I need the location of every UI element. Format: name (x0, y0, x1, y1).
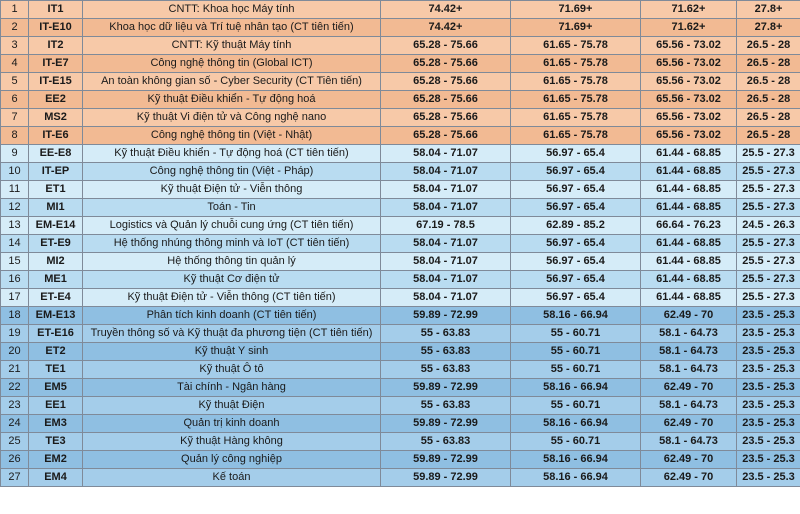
row-number-cell: 19 (1, 325, 29, 343)
score-cell-2: 71.69+ (511, 19, 641, 37)
score-cell-2: 56.97 - 65.4 (511, 235, 641, 253)
score-cell-4: 25.5 - 27.3 (737, 289, 800, 307)
table-row (1, 469, 800, 487)
score-cell-3: 62.49 - 70 (641, 379, 737, 397)
score-cell-2: 55 - 60.71 (511, 397, 641, 415)
score-cell-1: 58.04 - 71.07 (381, 253, 511, 271)
row-number-cell: 2 (1, 19, 29, 37)
score-cell-4: 24.5 - 26.3 (737, 217, 800, 235)
program-code-cell: EM5 (29, 379, 83, 397)
score-cell-3: 58.1 - 64.73 (641, 343, 737, 361)
score-cell-1: 65.28 - 75.66 (381, 55, 511, 73)
score-cell-4: 23.5 - 25.3 (737, 433, 800, 451)
score-cell-2: 56.97 - 65.4 (511, 145, 641, 163)
row-number-cell: 21 (1, 361, 29, 379)
program-name-cell: An toàn không gian số - Cyber Security (CT Tiên tiến) (83, 73, 381, 91)
program-name-cell: CNTT: Kỹ thuật Máy tính (83, 37, 381, 55)
table-row (1, 379, 800, 397)
row-number-cell: 22 (1, 379, 29, 397)
table-row (1, 343, 800, 361)
program-code-cell: IT-E7 (29, 55, 83, 73)
score-cell-1: 55 - 63.83 (381, 397, 511, 415)
row-number-cell: 14 (1, 235, 29, 253)
score-cell-3: 58.1 - 64.73 (641, 397, 737, 415)
score-cell-3: 58.1 - 64.73 (641, 433, 737, 451)
score-cell-4: 25.5 - 27.3 (737, 235, 800, 253)
program-code-cell: ET-E9 (29, 235, 83, 253)
row-number-cell: 1 (1, 1, 29, 19)
program-code-cell: ET2 (29, 343, 83, 361)
program-name-cell: Phân tích kinh doanh (CT tiên tiến) (83, 307, 381, 325)
score-cell-3: 58.1 - 64.73 (641, 325, 737, 343)
score-cell-1: 58.04 - 71.07 (381, 289, 511, 307)
program-code-cell: TE1 (29, 361, 83, 379)
score-cell-2: 61.65 - 75.78 (511, 109, 641, 127)
table-row (1, 235, 800, 253)
score-cell-3: 61.44 - 68.85 (641, 181, 737, 199)
score-cell-3: 65.56 - 73.02 (641, 37, 737, 55)
score-cell-4: 25.5 - 27.3 (737, 145, 800, 163)
score-cell-1: 65.28 - 75.66 (381, 37, 511, 55)
score-cell-4: 26.5 - 28 (737, 55, 800, 73)
program-code-cell: ET1 (29, 181, 83, 199)
score-cell-4: 26.5 - 28 (737, 109, 800, 127)
program-code-cell: IT-EP (29, 163, 83, 181)
score-cell-4: 25.5 - 27.3 (737, 181, 800, 199)
table-row (1, 145, 800, 163)
program-name-cell: Khoa học dữ liệu và Trí tuệ nhân tạo (CT tiên tiến) (83, 19, 381, 37)
table-row (1, 397, 800, 415)
row-number-cell: 5 (1, 73, 29, 91)
row-number-cell: 8 (1, 127, 29, 145)
score-cell-2: 61.65 - 75.78 (511, 73, 641, 91)
row-number-cell: 24 (1, 415, 29, 433)
program-name-cell: Quản lý công nghiệp (83, 451, 381, 469)
score-cell-4: 25.5 - 27.3 (737, 199, 800, 217)
score-cell-2: 58.16 - 66.94 (511, 415, 641, 433)
program-name-cell: Kỹ thuật Cơ điện tử (83, 271, 381, 289)
table-row (1, 289, 800, 307)
score-cell-2: 58.16 - 66.94 (511, 469, 641, 487)
table-row (1, 361, 800, 379)
score-cell-1: 65.28 - 75.66 (381, 109, 511, 127)
row-number-cell: 4 (1, 55, 29, 73)
program-code-cell: EE-E8 (29, 145, 83, 163)
score-cell-3: 71.62+ (641, 1, 737, 19)
score-cell-1: 58.04 - 71.07 (381, 235, 511, 253)
score-cell-4: 23.5 - 25.3 (737, 325, 800, 343)
score-cell-2: 61.65 - 75.78 (511, 91, 641, 109)
row-number-cell: 12 (1, 199, 29, 217)
program-code-cell: MI1 (29, 199, 83, 217)
program-code-cell: ET-E16 (29, 325, 83, 343)
score-cell-4: 27.8+ (737, 19, 800, 37)
score-cell-1: 58.04 - 71.07 (381, 199, 511, 217)
score-cell-1: 65.28 - 75.66 (381, 91, 511, 109)
program-name-cell: Công nghệ thông tin (Việt - Pháp) (83, 163, 381, 181)
row-number-cell: 23 (1, 397, 29, 415)
score-cell-3: 61.44 - 68.85 (641, 271, 737, 289)
table-row (1, 433, 800, 451)
score-cell-1: 55 - 63.83 (381, 325, 511, 343)
row-number-cell: 7 (1, 109, 29, 127)
program-code-cell: EM4 (29, 469, 83, 487)
score-cell-3: 61.44 - 68.85 (641, 289, 737, 307)
row-number-cell: 25 (1, 433, 29, 451)
score-cell-3: 71.62+ (641, 19, 737, 37)
score-cell-1: 58.04 - 71.07 (381, 145, 511, 163)
score-cell-2: 61.65 - 75.78 (511, 55, 641, 73)
score-cell-2: 58.16 - 66.94 (511, 307, 641, 325)
score-cell-1: 55 - 63.83 (381, 361, 511, 379)
program-name-cell: Kỹ thuật Điều khiển - Tự động hoá (CT tiên tiến) (83, 145, 381, 163)
program-name-cell: Toán - Tin (83, 199, 381, 217)
score-cell-1: 58.04 - 71.07 (381, 163, 511, 181)
score-cell-4: 25.5 - 27.3 (737, 271, 800, 289)
program-code-cell: EM-E13 (29, 307, 83, 325)
score-cell-2: 55 - 60.71 (511, 361, 641, 379)
row-number-cell: 9 (1, 145, 29, 163)
program-name-cell: CNTT: Khoa học Máy tính (83, 1, 381, 19)
row-number-cell: 15 (1, 253, 29, 271)
score-cell-1: 59.89 - 72.99 (381, 307, 511, 325)
table-row (1, 1, 800, 19)
score-cell-3: 65.56 - 73.02 (641, 109, 737, 127)
table-row (1, 253, 800, 271)
score-cell-2: 56.97 - 65.4 (511, 271, 641, 289)
program-code-cell: EE1 (29, 397, 83, 415)
program-name-cell: Tài chính - Ngân hàng (83, 379, 381, 397)
score-cell-1: 59.89 - 72.99 (381, 451, 511, 469)
score-cell-3: 65.56 - 73.02 (641, 73, 737, 91)
row-number-cell: 18 (1, 307, 29, 325)
score-cell-3: 62.49 - 70 (641, 451, 737, 469)
program-name-cell: Hệ thống nhúng thông minh và IoT (CT tiên tiến) (83, 235, 381, 253)
score-cell-1: 59.89 - 72.99 (381, 415, 511, 433)
score-cell-3: 62.49 - 70 (641, 307, 737, 325)
table-row (1, 307, 800, 325)
score-cell-2: 55 - 60.71 (511, 433, 641, 451)
score-cell-3: 62.49 - 70 (641, 415, 737, 433)
score-cell-2: 61.65 - 75.78 (511, 37, 641, 55)
score-cell-4: 25.5 - 27.3 (737, 253, 800, 271)
program-name-cell: Hệ thống thông tin quản lý (83, 253, 381, 271)
row-number-cell: 6 (1, 91, 29, 109)
score-cell-1: 55 - 63.83 (381, 433, 511, 451)
score-cell-2: 62.89 - 85.2 (511, 217, 641, 235)
program-name-cell: Công nghệ thông tin (Global ICT) (83, 55, 381, 73)
score-cell-3: 61.44 - 68.85 (641, 235, 737, 253)
score-cell-4: 23.5 - 25.3 (737, 469, 800, 487)
program-name-cell: Kỹ thuật Điện (83, 397, 381, 415)
score-cell-1: 65.28 - 75.66 (381, 127, 511, 145)
score-cell-1: 59.89 - 72.99 (381, 469, 511, 487)
row-number-cell: 13 (1, 217, 29, 235)
score-cell-4: 26.5 - 28 (737, 73, 800, 91)
program-name-cell: Kỹ thuật Điện tử - Viễn thông (CT tiên tiến) (83, 289, 381, 307)
score-cell-2: 56.97 - 65.4 (511, 181, 641, 199)
program-code-cell: ET-E4 (29, 289, 83, 307)
row-number-cell: 11 (1, 181, 29, 199)
program-name-cell: Công nghệ thông tin (Việt - Nhật) (83, 127, 381, 145)
score-cell-1: 59.89 - 72.99 (381, 379, 511, 397)
table-row (1, 91, 800, 109)
program-code-cell: MI2 (29, 253, 83, 271)
program-code-cell: IT-E15 (29, 73, 83, 91)
score-cell-1: 55 - 63.83 (381, 343, 511, 361)
table-row (1, 109, 800, 127)
score-cell-4: 26.5 - 28 (737, 91, 800, 109)
score-cell-1: 65.28 - 75.66 (381, 73, 511, 91)
row-number-cell: 20 (1, 343, 29, 361)
score-cell-1: 74.42+ (381, 19, 511, 37)
score-cell-4: 26.5 - 28 (737, 37, 800, 55)
score-cell-4: 23.5 - 25.3 (737, 307, 800, 325)
table-row (1, 55, 800, 73)
table-row (1, 163, 800, 181)
table-row (1, 325, 800, 343)
score-cell-3: 61.44 - 68.85 (641, 199, 737, 217)
program-name-cell: Kỹ thuật Điện tử - Viễn thông (83, 181, 381, 199)
program-code-cell: TE3 (29, 433, 83, 451)
program-code-cell: EM-E14 (29, 217, 83, 235)
score-cell-3: 61.44 - 68.85 (641, 163, 737, 181)
program-name-cell: Kỹ thuật Hàng không (83, 433, 381, 451)
table-row (1, 19, 800, 37)
score-cell-4: 25.5 - 27.3 (737, 163, 800, 181)
table-row (1, 271, 800, 289)
program-code-cell: ME1 (29, 271, 83, 289)
score-cell-4: 26.5 - 28 (737, 127, 800, 145)
program-name-cell: Kỹ thuật Ô tô (83, 361, 381, 379)
program-name-cell: Kỹ thuật Y sinh (83, 343, 381, 361)
table-row (1, 415, 800, 433)
score-cell-2: 55 - 60.71 (511, 325, 641, 343)
score-cell-3: 66.64 - 76.23 (641, 217, 737, 235)
table-row (1, 127, 800, 145)
score-cell-2: 55 - 60.71 (511, 343, 641, 361)
score-cell-2: 56.97 - 65.4 (511, 289, 641, 307)
row-number-cell: 3 (1, 37, 29, 55)
score-cell-3: 62.49 - 70 (641, 469, 737, 487)
score-cell-1: 67.19 - 78.5 (381, 217, 511, 235)
table-row (1, 37, 800, 55)
table-row (1, 217, 800, 235)
row-number-cell: 26 (1, 451, 29, 469)
score-cell-2: 61.65 - 75.78 (511, 127, 641, 145)
score-cell-2: 56.97 - 65.4 (511, 253, 641, 271)
program-name-cell: Quản trị kinh doanh (83, 415, 381, 433)
score-cell-3: 65.56 - 73.02 (641, 127, 737, 145)
score-cell-4: 23.5 - 25.3 (737, 397, 800, 415)
table-row (1, 199, 800, 217)
row-number-cell: 16 (1, 271, 29, 289)
score-cell-2: 71.69+ (511, 1, 641, 19)
score-cell-3: 65.56 - 73.02 (641, 55, 737, 73)
row-number-cell: 17 (1, 289, 29, 307)
program-code-cell: MS2 (29, 109, 83, 127)
table-row (1, 73, 800, 91)
score-cell-4: 27.8+ (737, 1, 800, 19)
score-cell-4: 23.5 - 25.3 (737, 415, 800, 433)
score-cell-4: 23.5 - 25.3 (737, 361, 800, 379)
program-code-cell: EM2 (29, 451, 83, 469)
program-code-cell: IT2 (29, 37, 83, 55)
score-cell-3: 61.44 - 68.85 (641, 145, 737, 163)
program-code-cell: IT1 (29, 1, 83, 19)
row-number-cell: 27 (1, 469, 29, 487)
score-cell-3: 61.44 - 68.85 (641, 253, 737, 271)
table-row (1, 451, 800, 469)
program-code-cell: IT-E10 (29, 19, 83, 37)
program-name-cell: Logistics và Quản lý chuỗi cung ứng (CT tiên tiến) (83, 217, 381, 235)
score-cell-1: 74.42+ (381, 1, 511, 19)
program-name-cell: Truyền thông số và Kỹ thuật đa phương tiện (CT tiên tiến) (83, 325, 381, 343)
score-cell-4: 23.5 - 25.3 (737, 451, 800, 469)
score-cell-1: 58.04 - 71.07 (381, 271, 511, 289)
score-cell-3: 58.1 - 64.73 (641, 361, 737, 379)
score-cell-3: 65.56 - 73.02 (641, 91, 737, 109)
table-body (1, 1, 800, 487)
score-cell-2: 58.16 - 66.94 (511, 451, 641, 469)
score-cell-4: 23.5 - 25.3 (737, 379, 800, 397)
program-code-cell: IT-E6 (29, 127, 83, 145)
program-name-cell: Kỹ thuật Điều khiển - Tự động hoá (83, 91, 381, 109)
row-number-cell: 10 (1, 163, 29, 181)
program-code-cell: EM3 (29, 415, 83, 433)
score-cell-1: 58.04 - 71.07 (381, 181, 511, 199)
score-cell-2: 56.97 - 65.4 (511, 163, 641, 181)
table-row (1, 181, 800, 199)
score-cell-2: 58.16 - 66.94 (511, 379, 641, 397)
program-name-cell: Kế toán (83, 469, 381, 487)
score-cell-4: 23.5 - 25.3 (737, 343, 800, 361)
score-cell-2: 56.97 - 65.4 (511, 199, 641, 217)
program-code-cell: EE2 (29, 91, 83, 109)
program-name-cell: Kỹ thuật Vi điện tử và Công nghệ nano (83, 109, 381, 127)
